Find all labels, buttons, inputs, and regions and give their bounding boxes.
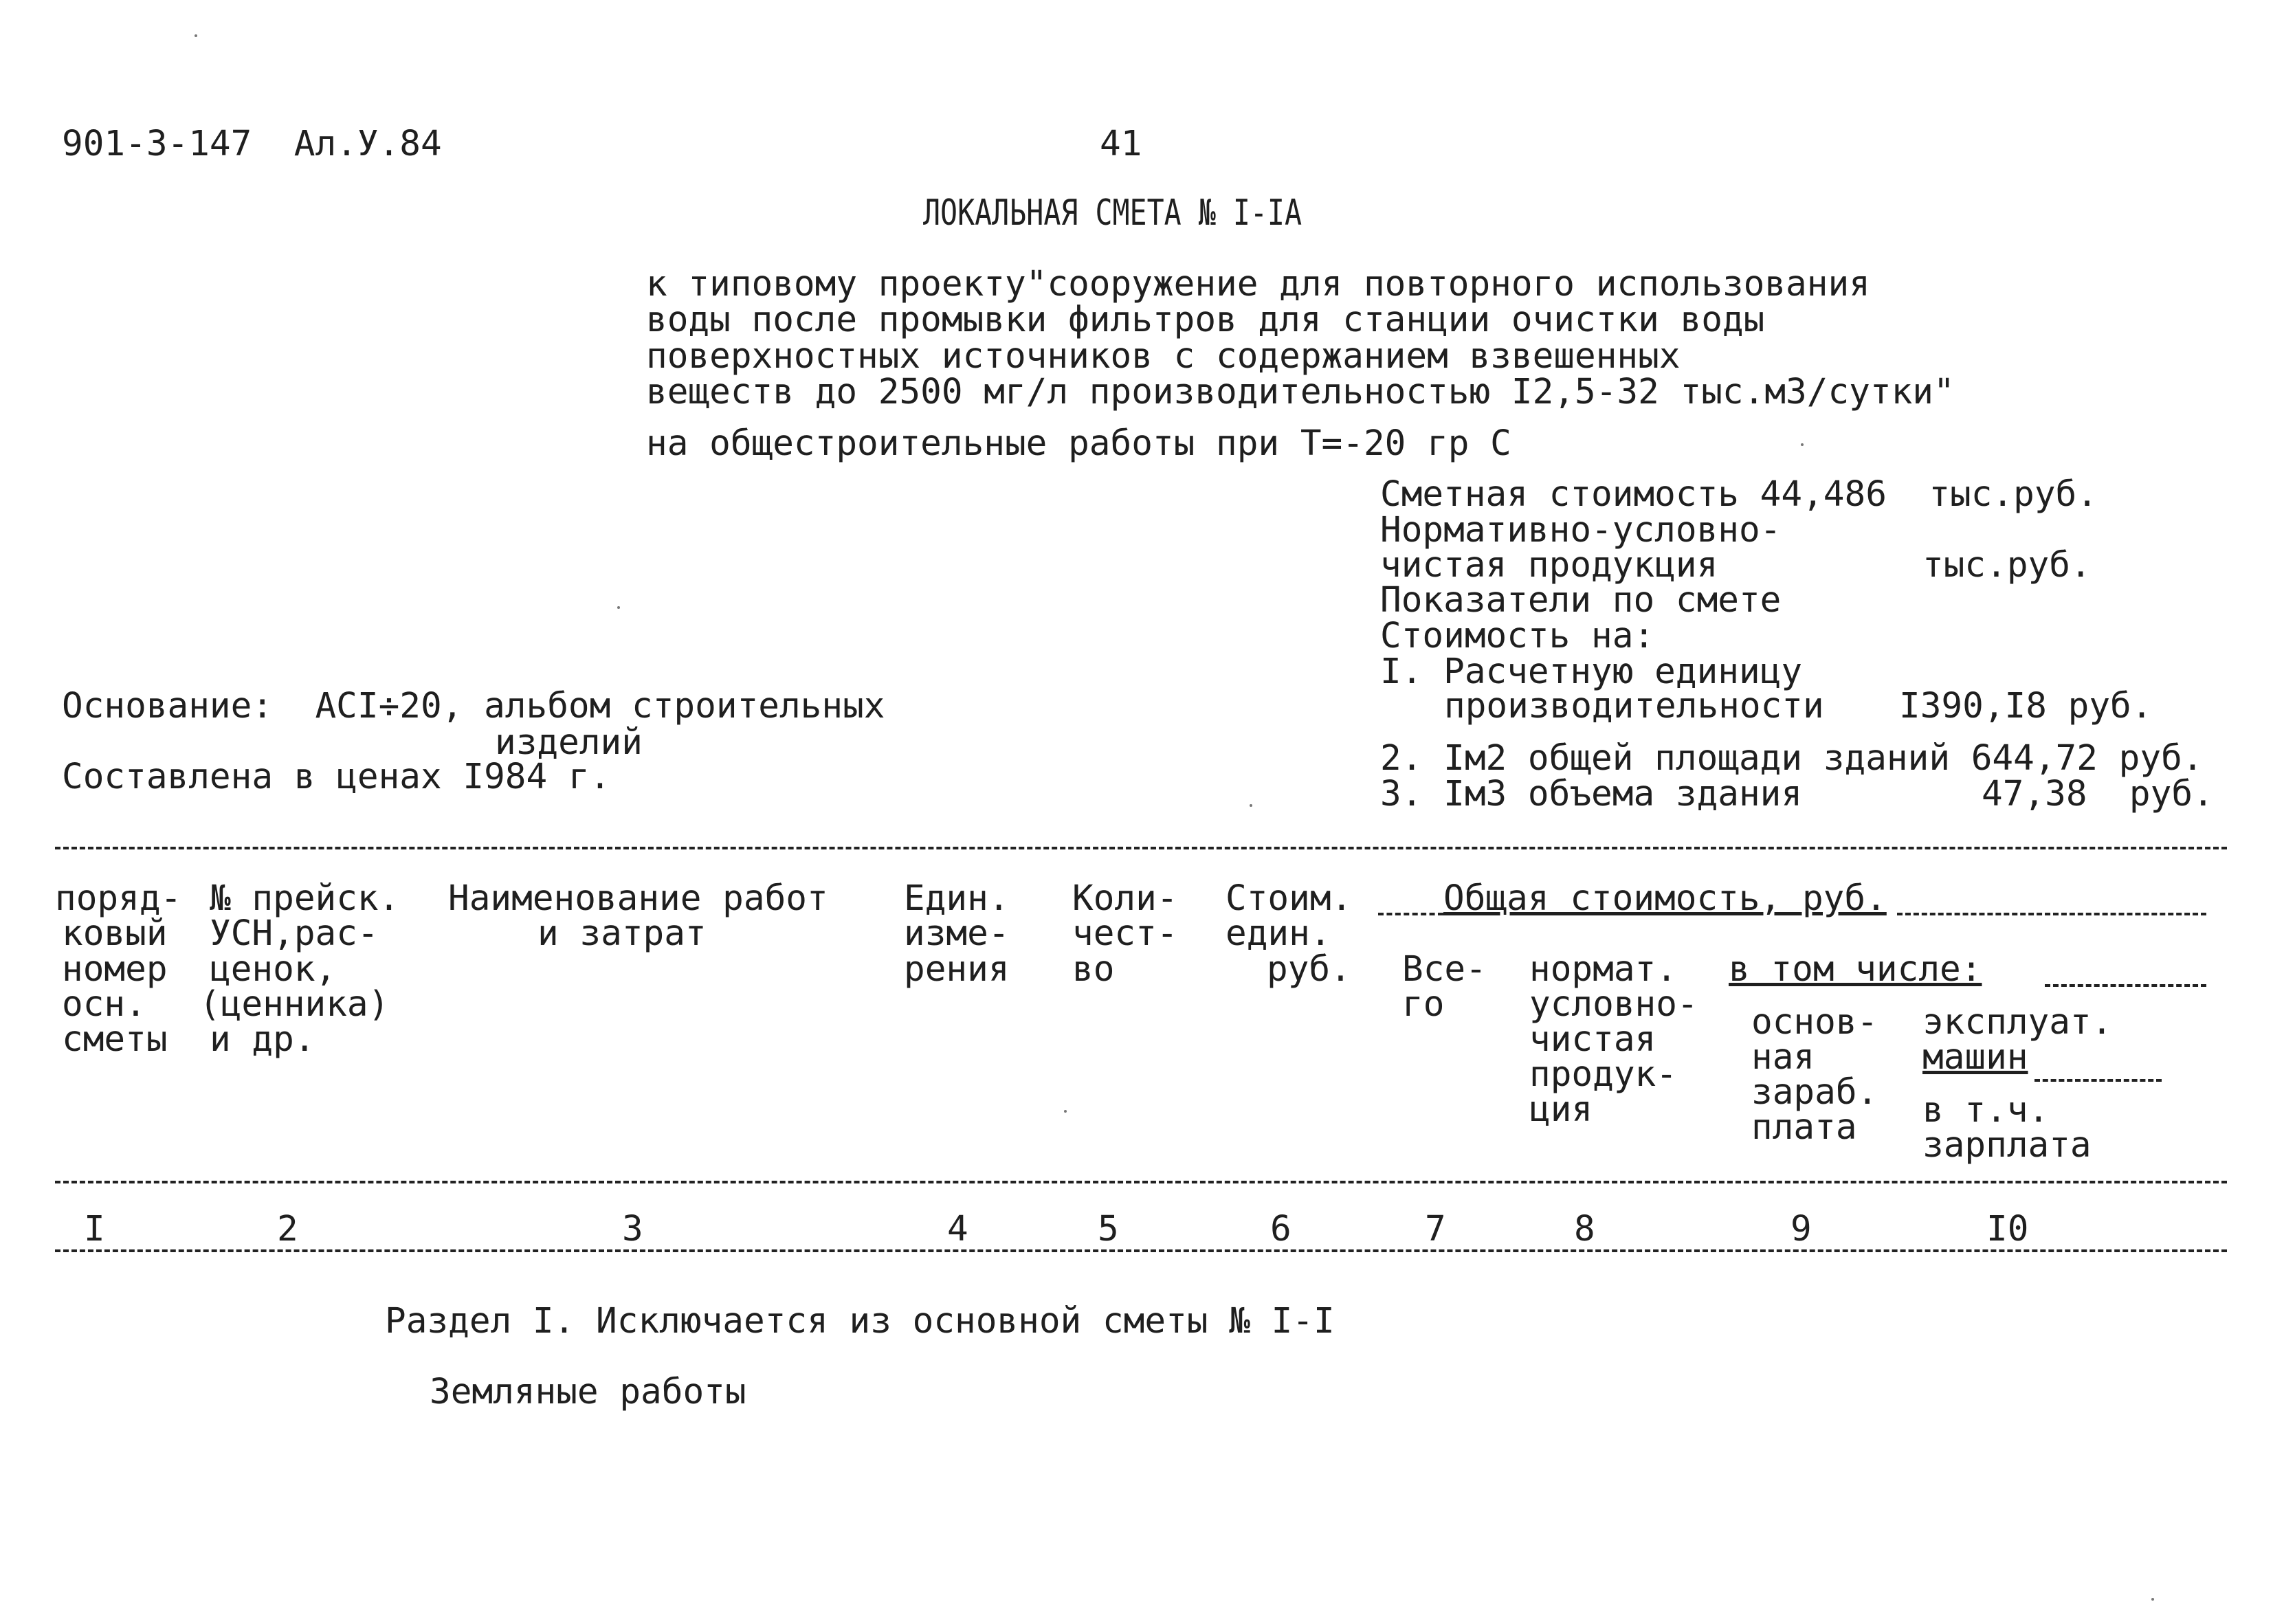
header-text: зараб. [1751,1072,1878,1113]
header-text: продук- [1529,1054,1677,1095]
section-subtitle: Земляные работы [430,1372,746,1412]
indicators-label: Показатели по смете [1380,580,1782,621]
section-title: Раздел I. Исключается из основной сметы № I-I [385,1301,1335,1342]
header-text: рения [904,949,1010,990]
total-cost-header: Общая стоимость, руб. [1443,878,1887,919]
header-text: основ- [1751,1002,1878,1043]
header-text: Коли- [1072,878,1178,919]
page-title: ЛОКАЛЬНАЯ СМЕТА № I-IA [923,192,1302,234]
scan-speck [1064,1110,1067,1113]
project-line: к типовому проекту"сооружение для повторного использования [646,264,1870,304]
column-number: 3 [622,1209,643,1249]
header-text: един. [1226,913,1331,954]
header-text: осн. [62,984,146,1025]
header-text: номер [62,949,168,990]
indicator-1-label: производительности [1444,686,1824,726]
indicator-3-label: 3. Iм3 объема здания [1380,774,1803,814]
header-text: условно- [1529,984,1698,1025]
document-code: 901-3-147 Ал.У.84 [62,124,442,164]
header-text: зарплата [1922,1125,2092,1166]
basis-line: изделий [495,722,643,763]
header-text: руб. [1267,949,1351,990]
header-text: изме- [904,913,1010,954]
project-line: воды после промывки фильтров для станции очистки воды [646,300,1765,340]
header-text: УСН,рас- [210,913,379,954]
indicator-2: 2. Iм2 общей площади зданий 644,72 руб. [1380,738,2204,779]
table-header-bottom-rule [55,1181,2227,1183]
scan-speck [195,34,197,37]
header-rule [1897,913,2206,915]
work-type-line: на общестроительные работы при Т=-20 гр С [646,423,1511,464]
header-text: ковый [62,913,168,954]
project-line: поверхностных источников с содержанием взвешенных [646,336,1681,377]
column-number: 6 [1270,1209,1291,1249]
npp-unit: тыс.руб. [1922,545,2092,586]
header-text: и затрат [537,913,707,954]
column-number: I0 [1986,1209,2029,1249]
indicator-1-value: I390,I8 руб. [1899,686,2153,726]
header-text: сметы [62,1019,168,1060]
column-number: 8 [1574,1209,1595,1249]
header-text: нормат. [1529,949,1677,990]
scan-speck [1801,443,1804,446]
header-text: во [1072,949,1115,990]
header-text: ная [1751,1037,1815,1078]
column-number: 7 [1425,1209,1446,1249]
npp-label: Нормативно-условно- [1380,510,1782,550]
header-text: Един. [904,878,1010,919]
scan-speck [1250,804,1252,807]
header-text: в т.ч. [1922,1090,2050,1131]
column-number: 5 [1098,1209,1119,1249]
header-text: и др. [210,1019,315,1060]
header-text: (ценника) [199,984,390,1025]
cost-on-label: Стоимость на: [1380,616,1655,656]
header-text: ция [1529,1089,1593,1130]
header-text: № прейск. [210,878,400,919]
table-top-rule [55,847,2227,849]
indicator-1-label: I. Расчетную единицу [1380,652,1803,692]
header-text: Стоим. [1226,878,1353,919]
header-text: чистая [1529,1019,1656,1060]
npp-label: чистая продукция [1380,545,1718,586]
header-text: чест- [1072,913,1178,954]
header-rule [2045,984,2206,987]
header-text: поряд- [55,878,182,919]
header-text: эксплуат. [1922,1002,2113,1043]
indicator-3-value: 47,38 руб. [1982,774,2214,814]
header-text: Все- [1402,949,1487,990]
basis-line: Основание: ACI÷20, альбом строительных [62,686,885,726]
column-numbers-rule [55,1249,2227,1252]
page-number: 41 [1100,124,1142,164]
column-number: 4 [947,1209,968,1249]
project-line: веществ до 2500 мг/л производительностью I2,5-32 тыс.м3/сутки" [646,372,1955,412]
prices-year: Составлена в ценах I984 г. [62,757,611,797]
column-number: I [84,1209,105,1249]
header-text: Наименование работ [448,878,828,919]
estimate-cost: Сметная стоимость 44,486 тыс.руб. [1380,474,2098,515]
header-rule [1378,913,1443,915]
including-header: в том числе: [1729,949,1982,990]
header-rule [2034,1079,2162,1082]
column-number: 9 [1790,1209,1812,1249]
scan-speck [2151,1598,2154,1601]
scan-speck [617,606,620,609]
header-text: го [1402,984,1445,1025]
header-text: машин [1922,1037,2028,1078]
header-text: плата [1751,1107,1857,1148]
header-text: ценок, [210,949,337,990]
column-number: 2 [277,1209,298,1249]
